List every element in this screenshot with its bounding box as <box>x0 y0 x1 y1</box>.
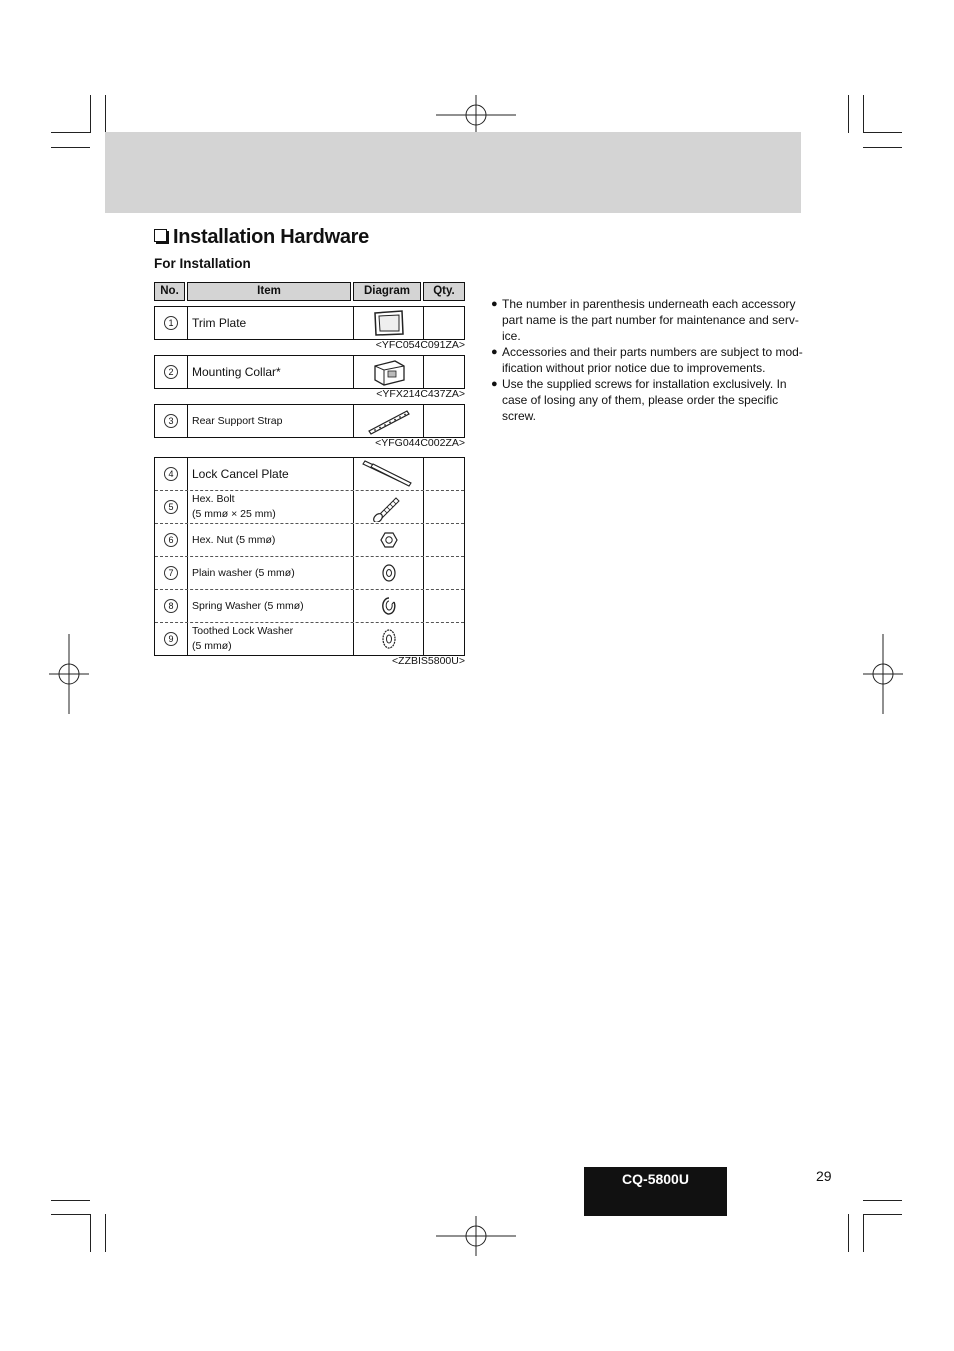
table-row <box>155 307 464 339</box>
crop-mark <box>863 132 902 133</box>
bullet-icon: ● <box>491 346 498 358</box>
header-band <box>105 132 801 213</box>
crop-mark <box>105 95 106 133</box>
table-group <box>154 355 465 389</box>
item-name-line1: Toothed Lock Washer <box>192 625 294 637</box>
item-name-line2: (5 mmø) <box>192 640 232 652</box>
cell-diagram <box>354 356 424 388</box>
registration-mark-icon <box>863 634 903 714</box>
crop-mark <box>51 1200 90 1201</box>
cell-qty <box>424 307 464 339</box>
table-header <box>154 282 465 301</box>
cell-qty <box>424 458 464 490</box>
crop-mark <box>848 1214 849 1252</box>
crop-mark <box>863 147 902 148</box>
item-name <box>188 623 354 655</box>
cell-diagram <box>354 458 424 490</box>
item-number: 4 <box>164 467 178 481</box>
crop-mark <box>90 1214 91 1252</box>
item-name-line1: Hex. Bolt <box>192 493 235 505</box>
table-row <box>155 523 464 556</box>
cell-no <box>155 307 188 339</box>
cell-qty <box>424 524 464 556</box>
checkbox-bullet-icon <box>154 229 167 242</box>
note-text: Accessories and their parts numbers are subject to mod-ification without prior notice due to improvements. <box>502 345 803 375</box>
crop-mark <box>90 95 91 133</box>
model-label: CQ-5800U <box>584 1167 727 1216</box>
cell-qty <box>424 590 464 622</box>
hex-nut-icon <box>380 531 398 549</box>
table-row <box>155 405 464 437</box>
cell-no <box>155 557 188 589</box>
item-number: 8 <box>164 599 178 613</box>
item-name: Plain washer (5 mmø) <box>188 557 354 589</box>
bullet-icon: ● <box>491 378 498 390</box>
header-item: Item <box>187 282 351 301</box>
item-name <box>188 491 354 523</box>
item-number: 5 <box>164 500 178 514</box>
cell-qty <box>424 557 464 589</box>
crop-mark <box>848 95 849 133</box>
table-group <box>154 306 465 340</box>
cell-diagram <box>354 557 424 589</box>
item-number: 6 <box>164 533 178 547</box>
note-text: Use the supplied screws for installation exclusively. In case of losing any of them, please order the specific screw. <box>502 377 787 423</box>
cell-diagram <box>354 524 424 556</box>
cell-no <box>155 356 188 388</box>
item-name: Rear Support Strap <box>188 405 354 437</box>
bullet-icon: ● <box>491 298 498 310</box>
crop-mark <box>863 95 864 133</box>
subtitle: For Installation <box>154 256 251 271</box>
mounting-collar-icon <box>371 358 407 386</box>
item-name: Mounting Collar* <box>188 356 354 388</box>
cell-no <box>155 458 188 490</box>
item-number: 2 <box>164 365 178 379</box>
notes-list <box>491 296 803 424</box>
item-name: Lock Cancel Plate <box>188 458 354 490</box>
item-number: 7 <box>164 566 178 580</box>
note-text: The number in parenthesis underneath each accessory part name is the part number for maintenance and serv-ice. <box>502 297 799 343</box>
crop-mark <box>51 132 90 133</box>
registration-mark-icon <box>436 95 516 135</box>
cell-qty <box>424 491 464 523</box>
item-name: Hex. Nut (5 mmø) <box>188 524 354 556</box>
item-name-line2: (5 mmø × 25 mm) <box>192 508 276 520</box>
list-item <box>491 296 803 344</box>
cell-diagram <box>354 623 424 655</box>
cell-qty <box>424 356 464 388</box>
cell-no <box>155 623 188 655</box>
crop-mark <box>863 1214 864 1252</box>
crop-mark <box>51 147 90 148</box>
support-strap-icon <box>367 407 411 435</box>
header-no: No. <box>154 282 185 301</box>
table-row <box>155 458 464 490</box>
plain-washer-icon <box>381 563 397 583</box>
table-row <box>155 556 464 589</box>
crop-mark <box>863 1200 902 1201</box>
cell-qty <box>424 623 464 655</box>
table-row <box>155 589 464 622</box>
cell-no <box>155 491 188 523</box>
cell-diagram <box>354 405 424 437</box>
part-number: <YFC054C091ZA> <box>375 339 465 351</box>
section-title-text: Installation Hardware <box>173 226 369 248</box>
registration-mark-icon <box>436 1216 516 1256</box>
crop-mark <box>51 1214 90 1215</box>
table-row <box>155 622 464 655</box>
cell-no <box>155 590 188 622</box>
registration-mark-icon <box>49 634 89 714</box>
section-title <box>154 226 369 249</box>
cell-qty <box>424 405 464 437</box>
part-number: <ZZBIS5800U> <box>392 655 465 667</box>
trim-plate-icon <box>372 309 406 337</box>
hex-bolt-icon <box>372 492 406 522</box>
part-number: <YFX214C437ZA> <box>376 388 465 400</box>
part-number: <YFG044C002ZA> <box>375 437 465 449</box>
toothed-washer-icon <box>381 628 397 650</box>
crop-mark <box>863 1214 902 1215</box>
item-name: Trim Plate <box>188 307 354 339</box>
header-qty: Qty. <box>423 282 465 301</box>
item-number: 9 <box>164 632 178 646</box>
lock-cancel-plate-icon <box>361 459 417 489</box>
cell-no <box>155 524 188 556</box>
item-number: 3 <box>164 414 178 428</box>
cell-no <box>155 405 188 437</box>
cell-diagram <box>354 491 424 523</box>
table-group <box>154 404 465 438</box>
spring-washer-icon <box>381 596 397 616</box>
table-row <box>155 490 464 523</box>
page-number: 29 <box>816 1168 832 1184</box>
cell-diagram <box>354 307 424 339</box>
table-group <box>154 457 465 656</box>
header-diagram: Diagram <box>353 282 421 301</box>
table-row <box>155 356 464 388</box>
list-item <box>491 376 803 424</box>
list-item <box>491 344 803 376</box>
crop-mark <box>105 1214 106 1252</box>
cell-diagram <box>354 590 424 622</box>
item-number: 1 <box>164 316 178 330</box>
item-name: Spring Washer (5 mmø) <box>188 590 354 622</box>
